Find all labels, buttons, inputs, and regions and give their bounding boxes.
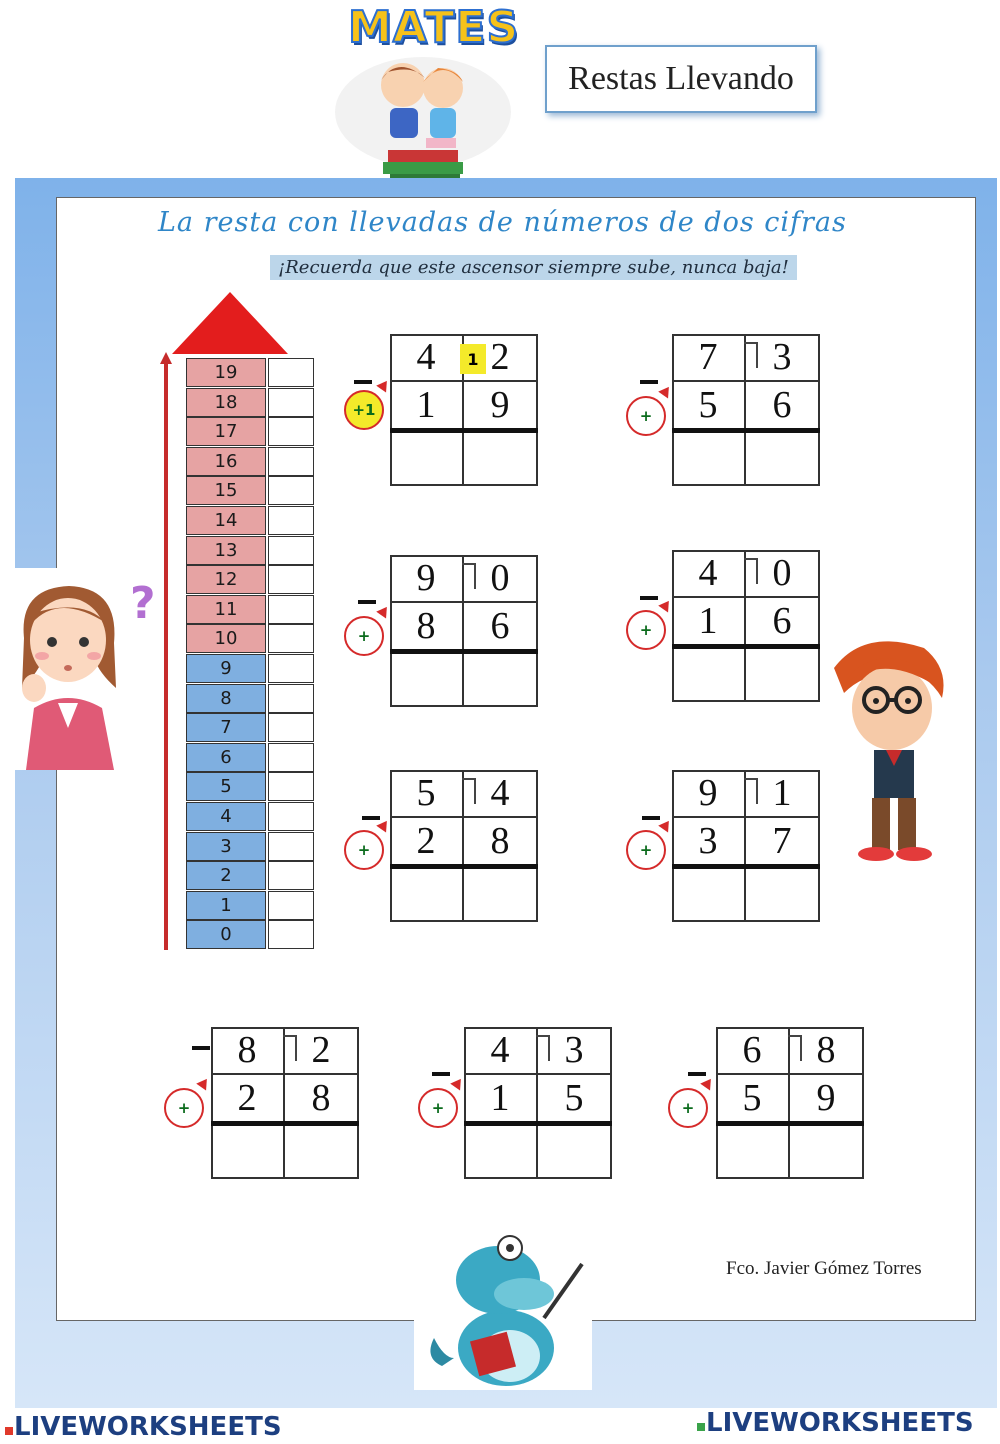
subtraction-problem bbox=[672, 550, 820, 702]
elevator-floor: 7 bbox=[186, 713, 266, 742]
subtraction-problem bbox=[716, 1027, 864, 1179]
bottom-units: 9 bbox=[816, 1077, 836, 1119]
answer-units[interactable] bbox=[464, 434, 536, 484]
elevator-blank-cell[interactable] bbox=[268, 565, 314, 594]
bottom-tens: 5 bbox=[698, 384, 718, 426]
thinking-girl-illustration bbox=[4, 568, 156, 770]
minus-sign bbox=[432, 1072, 450, 1076]
elevator-floor: 14 bbox=[186, 506, 266, 535]
top-units: 2 bbox=[311, 1029, 331, 1071]
bottom-tens: 2 bbox=[416, 820, 436, 862]
bottom-tens: 8 bbox=[416, 605, 436, 647]
elevator-roof bbox=[172, 292, 288, 354]
elevator-blank-cell[interactable] bbox=[268, 713, 314, 742]
result-line bbox=[672, 864, 820, 869]
elevator-blank-cell[interactable] bbox=[268, 654, 314, 683]
elevator-floor: 13 bbox=[186, 536, 266, 565]
bottom-units: 6 bbox=[490, 605, 510, 647]
elevator-floor: 4 bbox=[186, 802, 266, 831]
header-logo bbox=[328, 2, 518, 188]
elevator-shaft bbox=[186, 358, 316, 952]
bottom-units: 5 bbox=[564, 1077, 584, 1119]
thinking-boy-illustration bbox=[824, 628, 954, 868]
elevator-floor: 15 bbox=[186, 476, 266, 505]
elevator-blank-cell[interactable] bbox=[268, 802, 314, 831]
elevator-floor: 5 bbox=[186, 772, 266, 801]
subtraction-problem bbox=[390, 555, 538, 707]
subtraction-problem bbox=[672, 334, 820, 486]
answer-tens[interactable] bbox=[390, 655, 462, 705]
bottom-units: 8 bbox=[311, 1077, 331, 1119]
result-line bbox=[390, 428, 538, 433]
top-units: 0 bbox=[490, 557, 510, 599]
elevator-floor: 3 bbox=[186, 832, 266, 861]
elevator-blank-cell[interactable] bbox=[268, 595, 314, 624]
carry-box[interactable] bbox=[744, 778, 758, 804]
answer-units[interactable] bbox=[464, 655, 536, 705]
top-units: 8 bbox=[816, 1029, 836, 1071]
elevator-floor: 19 bbox=[186, 358, 266, 387]
elevator-blank-cell[interactable] bbox=[268, 832, 314, 861]
elevator-floor: 17 bbox=[186, 417, 266, 446]
elevator-up-arrow bbox=[164, 362, 168, 950]
answer-tens[interactable] bbox=[672, 434, 744, 484]
top-units: 3 bbox=[564, 1029, 584, 1071]
author-credit: Fco. Javier Gómez Torres bbox=[726, 1258, 922, 1279]
bottom-tens: 1 bbox=[490, 1077, 510, 1119]
carry-box: 1 bbox=[460, 344, 486, 374]
answer-tens[interactable] bbox=[390, 870, 462, 920]
top-units: 4 bbox=[490, 772, 510, 814]
result-line bbox=[390, 649, 538, 654]
elevator-floor: 16 bbox=[186, 447, 266, 476]
result-line bbox=[716, 1121, 864, 1126]
children-on-books-illustration bbox=[328, 50, 518, 190]
elevator-floor: 12 bbox=[186, 565, 266, 594]
minus-sign bbox=[358, 600, 376, 604]
minus-sign bbox=[362, 816, 380, 820]
top-tens: 9 bbox=[416, 557, 436, 599]
elevator-blank-cell[interactable] bbox=[268, 447, 314, 476]
elevator-floor: 9 bbox=[186, 654, 266, 683]
minus-sign bbox=[354, 380, 372, 384]
result-line bbox=[672, 644, 820, 649]
carry-box[interactable] bbox=[462, 563, 476, 589]
top-units: 0 bbox=[772, 552, 792, 594]
top-tens: 4 bbox=[416, 336, 436, 378]
elevator-floor: 1 bbox=[186, 891, 266, 920]
subtraction-problem bbox=[390, 770, 538, 922]
result-line bbox=[390, 864, 538, 869]
carry-plus-circle[interactable]: + bbox=[668, 1088, 708, 1128]
carry-box[interactable] bbox=[744, 558, 758, 584]
top-units: 2 bbox=[490, 336, 510, 378]
elevator-blank-cell[interactable] bbox=[268, 891, 314, 920]
carry-plus-circle: +1 bbox=[344, 390, 384, 430]
answer-tens[interactable] bbox=[716, 1127, 788, 1177]
elevator-floor: 10 bbox=[186, 624, 266, 653]
answer-units[interactable] bbox=[464, 870, 536, 920]
subtraction-problem bbox=[672, 770, 820, 922]
elevator-floor: 6 bbox=[186, 743, 266, 772]
minus-sign bbox=[192, 1046, 210, 1050]
bottom-tens: 1 bbox=[698, 600, 718, 642]
elevator-blank-cell[interactable] bbox=[268, 920, 314, 949]
brand-text: LIVEWORKSHEETS bbox=[14, 1412, 282, 1442]
answer-tens[interactable] bbox=[390, 434, 462, 484]
bottom-tens: 5 bbox=[742, 1077, 762, 1119]
bottom-units: 9 bbox=[490, 384, 510, 426]
subtraction-problem bbox=[390, 334, 538, 486]
carry-plus-circle[interactable]: + bbox=[344, 616, 384, 656]
girl-figure bbox=[4, 568, 144, 770]
elevator-floor: 18 bbox=[186, 388, 266, 417]
dragon-teacher-illustration bbox=[414, 1218, 592, 1390]
elevator-floor: 8 bbox=[186, 684, 266, 713]
elevator-floor: 0 bbox=[186, 920, 266, 949]
top-tens: 9 bbox=[698, 772, 718, 814]
bottom-tens: 3 bbox=[698, 820, 718, 862]
worksheet-title: Restas Llevando bbox=[545, 45, 817, 113]
elevator-blank-cell[interactable] bbox=[268, 743, 314, 772]
carry-box[interactable] bbox=[788, 1035, 802, 1061]
minus-sign bbox=[640, 380, 658, 384]
top-tens: 4 bbox=[490, 1029, 510, 1071]
carry-box[interactable] bbox=[462, 778, 476, 804]
elevator-blank-cell[interactable] bbox=[268, 358, 314, 387]
elevator-blank-cell[interactable] bbox=[268, 772, 314, 801]
result-line bbox=[211, 1121, 359, 1126]
bottom-tens: 2 bbox=[237, 1077, 257, 1119]
top-tens: 6 bbox=[742, 1029, 762, 1071]
bottom-units: 6 bbox=[772, 384, 792, 426]
answer-units[interactable] bbox=[746, 870, 818, 920]
carry-plus-circle[interactable]: + bbox=[344, 830, 384, 870]
brand-logo-icon bbox=[5, 1427, 13, 1435]
elevator-arrow-tip bbox=[160, 352, 172, 364]
carry-box[interactable] bbox=[536, 1035, 550, 1061]
carry-plus-circle[interactable]: + bbox=[626, 396, 666, 436]
liveworksheets-brand-left bbox=[4, 1412, 282, 1442]
elevator-blank-cell[interactable] bbox=[268, 506, 314, 535]
result-line bbox=[672, 428, 820, 433]
brand-logo-icon bbox=[697, 1423, 705, 1431]
elevator-blank-cell[interactable] bbox=[268, 624, 314, 653]
carry-plus-circle[interactable]: + bbox=[418, 1088, 458, 1128]
elevator-blank-cell[interactable] bbox=[268, 388, 314, 417]
carry-box[interactable] bbox=[283, 1035, 297, 1061]
brand-text: LIVEWORKSHEETS bbox=[706, 1408, 974, 1438]
top-units: 1 bbox=[772, 772, 792, 814]
top-units: 3 bbox=[772, 336, 792, 378]
elevator-blank-cell[interactable] bbox=[268, 417, 314, 446]
bottom-units: 6 bbox=[772, 600, 792, 642]
answer-units[interactable] bbox=[285, 1127, 357, 1177]
top-tens: 8 bbox=[237, 1029, 257, 1071]
worksheet-heading: La resta con llevadas de números de dos cifras bbox=[158, 207, 847, 238]
result-line bbox=[464, 1121, 612, 1126]
carry-plus-circle[interactable]: + bbox=[626, 830, 666, 870]
elevator-floor: 2 bbox=[186, 861, 266, 890]
top-tens: 5 bbox=[416, 772, 436, 814]
minus-sign bbox=[640, 596, 658, 600]
elevator-blank-cell[interactable] bbox=[268, 536, 314, 565]
answer-tens[interactable] bbox=[211, 1127, 283, 1177]
answer-units[interactable] bbox=[790, 1127, 862, 1177]
subtraction-problem bbox=[211, 1027, 359, 1179]
bottom-tens: 1 bbox=[416, 384, 436, 426]
subtraction-problem bbox=[464, 1027, 612, 1179]
answer-tens[interactable] bbox=[464, 1127, 536, 1177]
answer-tens[interactable] bbox=[672, 650, 744, 700]
carry-plus-circle[interactable]: + bbox=[164, 1088, 204, 1128]
carry-box[interactable] bbox=[744, 342, 758, 368]
bottom-units: 7 bbox=[772, 820, 792, 862]
liveworksheets-brand-right bbox=[696, 1408, 974, 1438]
number-elevator bbox=[160, 292, 320, 952]
elevator-floor: 11 bbox=[186, 595, 266, 624]
carry-plus-circle[interactable]: + bbox=[626, 610, 666, 650]
elevator-blank-cell[interactable] bbox=[268, 861, 314, 890]
bottom-units: 8 bbox=[490, 820, 510, 862]
answer-tens[interactable] bbox=[672, 870, 744, 920]
elevator-blank-cell[interactable] bbox=[268, 476, 314, 505]
minus-sign bbox=[688, 1072, 706, 1076]
question-mark: ? bbox=[130, 578, 156, 629]
answer-units[interactable] bbox=[746, 650, 818, 700]
elevator-reminder: ¡Recuerda que este ascensor siempre sube, nunca baja! bbox=[270, 255, 797, 280]
answer-units[interactable] bbox=[746, 434, 818, 484]
mates-logo-text: MATES bbox=[348, 2, 520, 53]
top-tens: 4 bbox=[698, 552, 718, 594]
answer-units[interactable] bbox=[538, 1127, 610, 1177]
top-tens: 7 bbox=[698, 336, 718, 378]
minus-sign bbox=[642, 816, 660, 820]
elevator-blank-cell[interactable] bbox=[268, 684, 314, 713]
